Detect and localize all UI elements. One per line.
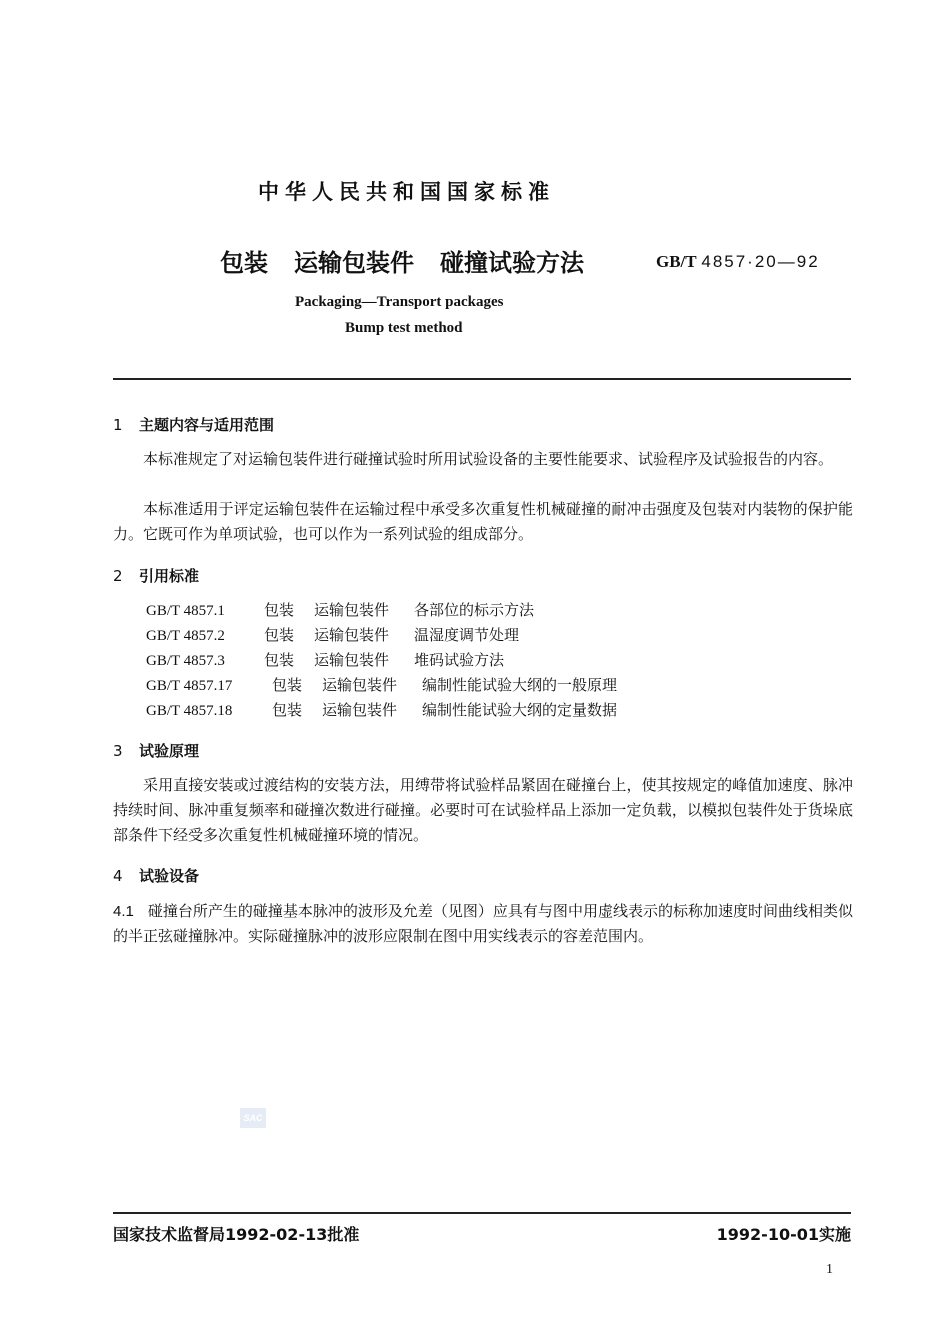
reference-category: 包装	[264, 626, 295, 644]
reference-list	[146, 598, 617, 723]
section-title: 试验原理	[139, 742, 200, 760]
sac-watermark-logo: SAC	[240, 1108, 266, 1128]
reference-item	[146, 698, 617, 723]
reference-category: 包装	[272, 676, 303, 694]
section-heading-2	[113, 565, 199, 586]
section-title: 主题内容与适用范围	[139, 416, 275, 434]
reference-item	[146, 648, 617, 673]
reference-category: 包装	[272, 701, 303, 719]
reference-item	[146, 623, 617, 648]
reference-subcategory: 运输包装件	[314, 626, 390, 644]
reference-code: GB/T 4857.17	[146, 678, 233, 694]
clause-4-1	[113, 899, 853, 949]
standard-number	[656, 252, 820, 272]
reference-subcategory: 运输包装件	[322, 676, 398, 694]
section-1-paragraph-1: 本标准规定了对运输包装件进行碰撞试验时所用试验设备的主要性能要求、试验程序及试验报告的内容。	[143, 450, 834, 468]
section-title: 试验设备	[139, 867, 200, 885]
reference-name: 编制性能试验大纲的定量数据	[422, 701, 618, 719]
clause-text: 碰撞台所产生的碰撞基本脉冲的波形及允差（见图）应具有与图中用虚线表示的标称加速度时间曲线相类似的半正弦碰撞脉冲。实际碰撞脉冲的波形应限制在图中用实线表示的容差范围内。	[113, 902, 853, 945]
reference-code: GB/T 4857.18	[146, 703, 233, 719]
section-heading-3	[113, 740, 199, 761]
footer-divider	[113, 1212, 851, 1214]
reference-name: 温湿度调节处理	[414, 626, 520, 644]
header-divider	[113, 378, 851, 380]
reference-subcategory: 运输包装件	[314, 651, 390, 669]
title-part: 运输包装件	[294, 249, 414, 277]
document-title-en-line2: Bump test method	[345, 320, 463, 336]
reference-category: 包装	[264, 651, 295, 669]
clause-number: 4.1	[113, 903, 134, 920]
approval-date: 国家技术监督局1992-02-13批准	[113, 1225, 360, 1244]
reference-code: GB/T 4857.2	[146, 628, 225, 644]
implementation-date: 1992-10-01实施	[716, 1225, 851, 1244]
section-heading-4	[113, 865, 199, 886]
section-number: 4	[113, 867, 123, 885]
section-1-paragraph-2: 本标准适用于评定运输包装件在运输过程中承受多次重复性机械碰撞的耐冲击强度及包装对内装物的保护能力。它既可作为单项试验，也可以作为一系列试验的组成部分。	[113, 500, 853, 543]
title-part: 包装	[220, 249, 268, 277]
section-number: 3	[113, 742, 123, 760]
reference-name: 堆码试验方法	[414, 651, 505, 669]
reference-code: GB/T 4857.1	[146, 603, 225, 619]
section-heading-1	[113, 414, 274, 435]
reference-name: 编制性能试验大纲的一般原理	[422, 676, 618, 694]
national-standard-label: 中华人民共和国国家标准	[258, 180, 555, 204]
standard-number-prefix: GB/T	[656, 252, 697, 271]
title-part: 碰撞试验方法	[440, 249, 584, 277]
section-number: 2	[113, 567, 123, 585]
section-3-paragraph-1: 采用直接安装或过渡结构的安装方法，用缚带将试验样品紧固在碰撞台上，使其按规定的峰值加速度、脉冲持续时间、脉冲重复频率和碰撞次数进行碰撞。必要时可在试验样品上添加一定负载，以模拟包装件处于货垛底部条件下经受多次重复性机械碰撞环境的情况。	[113, 776, 853, 844]
section-title: 引用标准	[139, 567, 200, 585]
section-number: 1	[113, 416, 123, 434]
reference-item	[146, 598, 617, 623]
reference-subcategory: 运输包装件	[322, 701, 398, 719]
document-title-en-line1: Packaging—Transport packages	[295, 294, 504, 310]
reference-name: 各部位的标示方法	[414, 601, 535, 619]
reference-category: 包装	[264, 601, 295, 619]
reference-subcategory: 运输包装件	[314, 601, 390, 619]
page-number: 1	[826, 1262, 833, 1277]
standard-number-value: 4857·20—92	[701, 252, 820, 271]
reference-item	[146, 673, 617, 698]
reference-code: GB/T 4857.3	[146, 653, 225, 669]
document-title-cn	[220, 243, 610, 278]
